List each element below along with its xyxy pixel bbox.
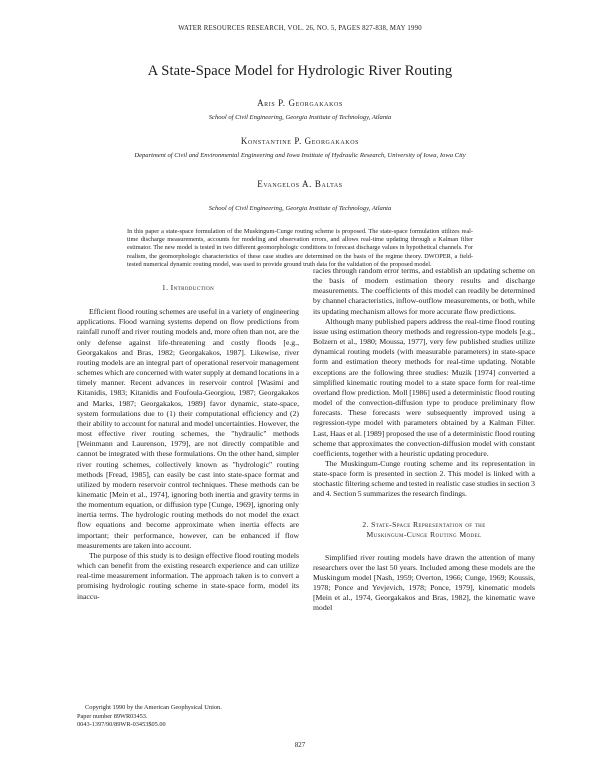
body-paragraph: Simplified river routing models have drawn the attention of many researchers over the last 50 years. Included among these models are the Muskingum model [Nash, 1959; Overton, 1966; Cunge, 1969; Koussis, 1978; Ponce and Yevjevich, 1978; Ponce, 1979], kinematic models [Mein et al., 1974, Georgakakos and Bras, 1982], the kinematic wave model — [313, 552, 535, 613]
body-paragraph: Although many published papers address the real-time flood routing issue using estimation theory methods and regression-type models [e.g., Bolzern et al., 1980; Moussa, 1977], very few published studies utilize dynamical routing models (with measurable parameters) in state-space form and estimation theory methods for real-time updating. Notable exceptions are the following three studies: Muzik [1974] converted a simplified kinematic routing model to a state space form for real-time overland flow prediction. Moll [1986] used a deterministic flood routing model of the convection-diffusion type to produce preliminary flow forecasts. These forecasts were subsequently improved using a regression-type model with parameters obtained by a Kalman Filter. Last, Haas et al. [1989] proposed the use of a deterministic flood routing scheme that approximates the convection-diffusion model with constant coefficients, together with a heuristic updating procedure. — [313, 316, 535, 458]
author-name: Evangelos A. Baltas — [257, 179, 343, 189]
right-column — [313, 266, 535, 614]
abstract: In this paper a state-space formulation of the Muskingum-Cunge routing scheme is proposed. The state-space formulation utilizes real-time discharge measurements, accounts for modeling and observation errors, and allows real-time updating through a Kalman filter estimator. The new model is tested in two different geomorphologic conditions to forecast discharge values in hypothetical channels. For realism, the geomorphologic characteristics of these case studies are determined on the basis of the regime theory. DWOPER, a field-tested numerical dynamic routing model, was used to provide ground truth data for the validation of the proposed model. — [127, 228, 473, 268]
page-number: 827 — [294, 742, 306, 749]
copyright-notice: Copyright 1990 by the American Geophysical Union. — [85, 704, 222, 711]
body-paragraph: The Muskingum-Cunge routing scheme and its representation in state-space form is presented in section 2. This model is linked with a stochastic filtering scheme and tested in realistic case studies in section 3 and 4. Section 5 summarizes the research findings. — [313, 458, 535, 499]
footnote — [77, 713, 307, 729]
body-paragraph: Efficient flood routing schemes are useful in a variety of engineering applications. Flood warning systems depend on flow predictions from rainfall runoff and river routing models and, more often than not, are the only defense against life-threatening and costly floods [e.g., Georgakakos and Bras, 1982; Georgakakos, 1987]. Likewise, river routing models are an integral part of operational reservoir management schemes which are concerned with water supply at demand locations in a timely manner. Recent advances in reservoir control [Wasimi and Kitanidis, 1983; Kitanidis and Foufoula-Georgiou, 1987; Georgakakos and Marks, 1987; Georgakakos, 1989] favor dynamic, state-space, system formulations due to (1) their computational efficiency and (2) their ability to account for natural and model uncertainties. However, the most effective river routing schemes, the "hydraulic" methods [Weinmann and Laurenson, 1979], are not directly compatible and cannot be integrated with these formulations. On the other hand, simpler river routing schemes, collectively known as "hydrologic" routing methods [Fread, 1985], can easily be cast into state-space format and utilized by modern reservoir control techniques. These methods can be kinematic [Mein et al., 1974], ignoring both inertia and gravity terms in the momentum equation, or diffusion type [Cunge, 1969], ignoring only inertia terms. The hydrologic routing methods do not model the exact flow equations and become approximate when inertia effects are important; their performance, however, can be enhanced if flow measurements are taken into account. — [77, 307, 299, 550]
author-affiliation: Department of Civil and Environmental Engineering and Iowa Institute of Hydraulic Research, University of Iowa, Iowa City — [134, 152, 466, 159]
body-paragraph: The purpose of this study is to design effective flood routing models which can benefit from the existing research experience and can utilize real-time measurement information. The approach taken is to convert a promising hydrologic routing scheme in state-space form, model its inaccu- — [77, 550, 299, 601]
section-heading: 1. Introduction — [161, 283, 215, 292]
section-heading — [313, 520, 535, 540]
section-heading-line: Muskingum-Cunge Routing Model — [366, 529, 482, 539]
body-paragraph: racies through random error terms, and establish an updating scheme on the basis of modern estimation theory results and discharge measurements. The coefficients of this model can readily be determined by channel characteristics, inflow-outflow measurements, or both, while its updating mechanism allows for more accurate flow predictions. — [313, 266, 535, 316]
running-head: WATER RESOURCES RESEARCH, VOL. 26, NO. 5, PAGES 827-838, MAY 1990 — [178, 25, 422, 32]
author-name: Aris P. Georgakakos — [257, 98, 343, 108]
author-affiliation: School of Civil Engineering, Georgia Institute of Technology, Atlanta — [208, 114, 392, 121]
author-affiliation: School of Civil Engineering, Georgia Institute of Technology, Atlanta — [208, 205, 392, 212]
section-heading-line: 2. State-Space Representation of the — [362, 519, 486, 529]
author-name: Konstantine P. Georgakakos — [240, 136, 360, 146]
left-column — [77, 274, 299, 602]
paper-number: Paper number 89WR03453. — [77, 713, 148, 720]
issn-code: 0043-1397/90/89WR-03453$05.00 — [77, 721, 166, 729]
paper-title: A State-Space Model for Hydrologic River Routing — [147, 63, 453, 79]
